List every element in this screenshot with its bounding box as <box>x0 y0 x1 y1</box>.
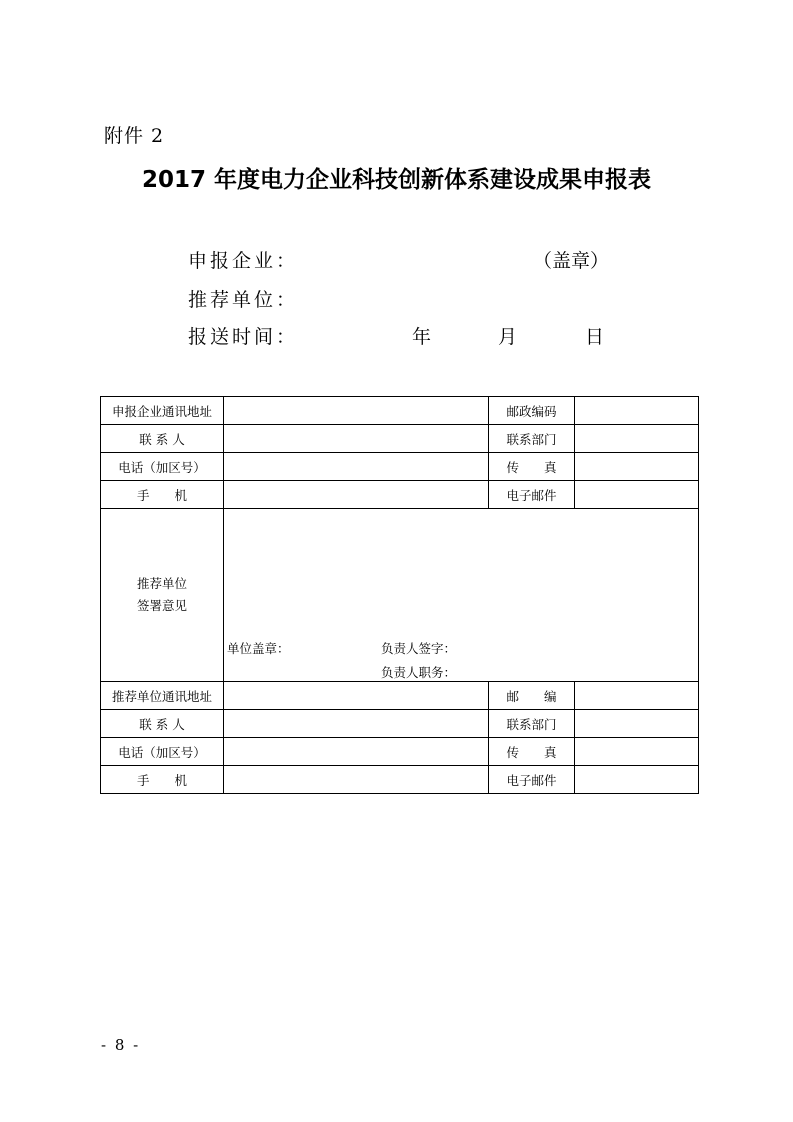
attachment-label: 附件 2 <box>104 125 165 147</box>
unit-seal-label: 单位盖章： <box>227 641 290 656</box>
day-label: 日 <box>585 326 605 348</box>
mobile2-label: 手 机 <box>101 766 224 794</box>
contact2-value[interactable] <box>224 710 489 738</box>
email2-value[interactable] <box>575 766 699 794</box>
leader-sign-label: 负责人签字： <box>381 641 457 656</box>
recommender-field-label: 推荐单位： <box>188 289 299 311</box>
table-row <box>101 766 699 794</box>
year-label: 年 <box>412 326 432 348</box>
mobile-label: 手 机 <box>101 481 224 509</box>
postcode-short-label: 邮 编 <box>489 682 575 710</box>
table-row <box>101 710 699 738</box>
company-address-label: 申报企业通讯地址 <box>101 397 224 425</box>
email2-label: 电子邮件 <box>489 766 575 794</box>
department-label: 联系部门 <box>489 425 575 453</box>
department-value[interactable] <box>575 425 699 453</box>
table-row <box>101 425 699 453</box>
email-label: 电子邮件 <box>489 481 575 509</box>
table-row <box>101 397 699 425</box>
table-row <box>101 481 699 509</box>
postcode-value[interactable] <box>575 397 699 425</box>
company-field-label: 申报企业： <box>188 250 299 272</box>
contact2-label: 联 系 人 <box>101 710 224 738</box>
department2-value[interactable] <box>575 710 699 738</box>
mobile2-value[interactable] <box>224 766 489 794</box>
opinion-label-cell <box>101 509 224 682</box>
phone-label: 电话（加区号） <box>101 453 224 481</box>
fax-label: 传 真 <box>489 453 575 481</box>
table-row <box>101 509 699 682</box>
month-label: 月 <box>498 326 518 348</box>
rec-address-value[interactable] <box>224 682 489 710</box>
opinion-label-line2: 签署意见 <box>136 598 187 613</box>
leader-title-label: 负责人职务： <box>381 665 457 680</box>
page-title: 2017 年度电力企业科技创新体系建设成果申报表 <box>141 167 652 193</box>
contact-label: 联 系 人 <box>101 425 224 453</box>
fax2-label: 传 真 <box>489 738 575 766</box>
fax-value[interactable] <box>575 453 699 481</box>
table-row <box>101 453 699 481</box>
mobile-value[interactable] <box>224 481 489 509</box>
phone-value[interactable] <box>224 453 489 481</box>
contact-value[interactable] <box>224 425 489 453</box>
department2-label: 联系部门 <box>489 710 575 738</box>
email-value[interactable] <box>575 481 699 509</box>
postcode-label: 邮政编码 <box>489 397 575 425</box>
phone2-value[interactable] <box>224 738 489 766</box>
seal-label: （盖章） <box>533 250 610 272</box>
company-address-value[interactable] <box>224 397 489 425</box>
table-row <box>101 738 699 766</box>
opinion-value-cell[interactable] <box>224 509 699 682</box>
phone2-label: 电话（加区号） <box>101 738 224 766</box>
rec-address-label: 推荐单位通讯地址 <box>101 682 224 710</box>
postcode-short-value[interactable] <box>575 682 699 710</box>
opinion-label-line1: 推荐单位 <box>136 576 187 591</box>
page-number: - 8 - <box>101 1036 141 1054</box>
table-row <box>101 682 699 710</box>
date-field-label: 报送时间： <box>188 326 299 348</box>
fax2-value[interactable] <box>575 738 699 766</box>
application-form-table <box>100 396 699 794</box>
